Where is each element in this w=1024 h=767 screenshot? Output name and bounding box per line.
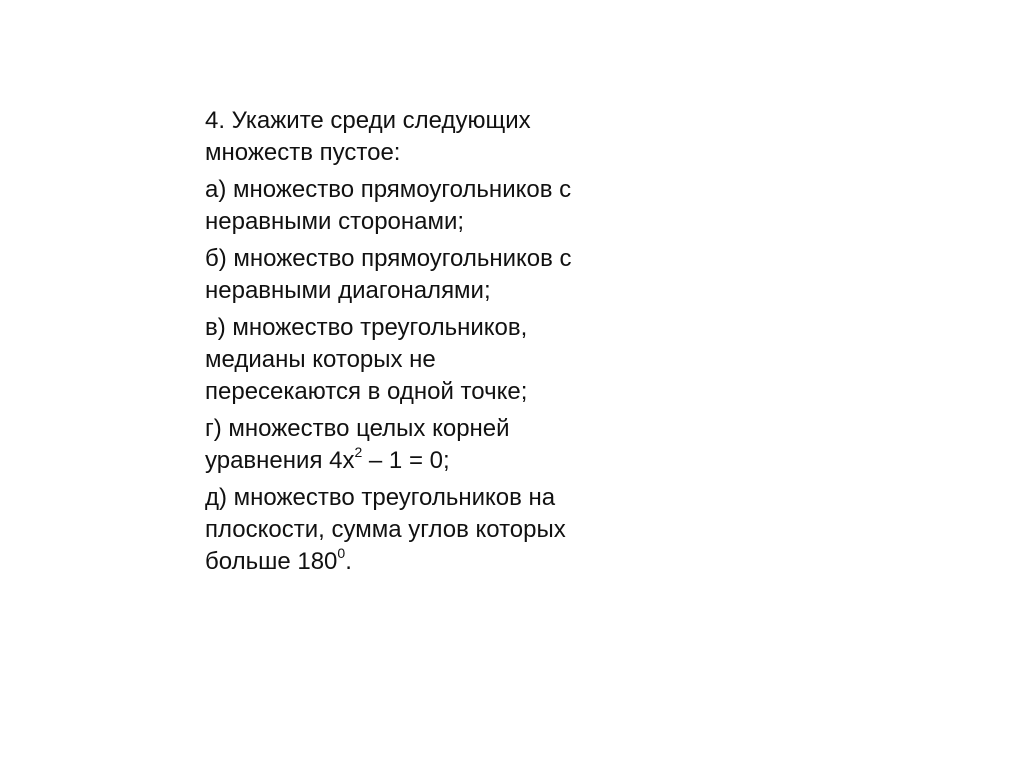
option-v bbox=[205, 312, 765, 408]
option-v-line-2: медианы которых не bbox=[205, 346, 436, 373]
question-line-1: 4. Укажите среди следующих bbox=[205, 107, 531, 134]
option-g-line-1: г) множество целых корней bbox=[205, 415, 510, 442]
option-a-line-2: неравными сторонами; bbox=[205, 208, 465, 235]
option-g-equation-start: уравнения 4x bbox=[205, 447, 355, 474]
question-line-2: множеств пустое: bbox=[205, 139, 401, 166]
option-g-line-2 bbox=[205, 444, 765, 477]
option-d-degree-mark: 0 bbox=[337, 545, 346, 561]
option-b-line-2: неравными диагоналями; bbox=[205, 277, 491, 304]
option-b bbox=[205, 243, 765, 307]
option-v-line-3: пересекаются в одной точке; bbox=[205, 378, 528, 405]
option-g-equation-end: – 1 = 0; bbox=[362, 447, 450, 474]
option-d bbox=[205, 482, 765, 578]
option-d-line-2: плоскости, сумма углов которых bbox=[205, 516, 566, 543]
option-d-line-1: д) множество треугольников на bbox=[205, 484, 556, 511]
question-text bbox=[205, 105, 765, 169]
option-b-line-1: б) множество прямоугольников с bbox=[205, 245, 572, 272]
option-a-line-1: а) множество прямоугольников с bbox=[205, 176, 572, 203]
option-v-line-1: в) множество треугольников, bbox=[205, 314, 528, 341]
option-g-exponent: 2 bbox=[354, 444, 363, 460]
option-d-value-end: . bbox=[345, 548, 352, 575]
option-d-value-start: больше 180 bbox=[205, 548, 338, 575]
option-a bbox=[205, 174, 765, 238]
slide-content bbox=[205, 105, 765, 583]
option-g bbox=[205, 413, 765, 477]
option-d-line-3 bbox=[205, 545, 765, 578]
